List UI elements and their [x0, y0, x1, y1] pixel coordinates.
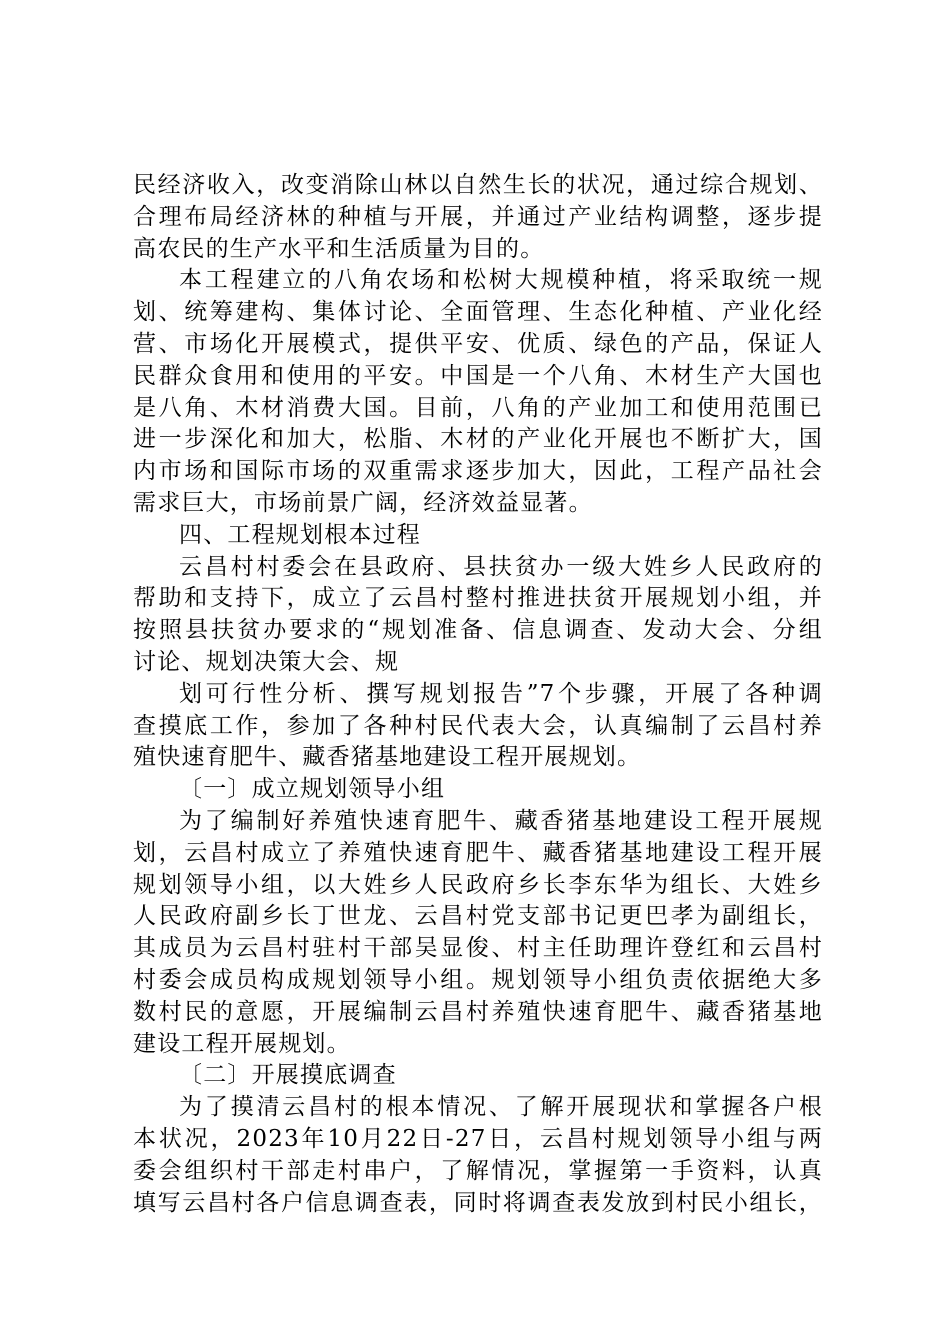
text-line: 帮助和支持下，成立了云昌村整村推进扶贫开展规划小组，并 [133, 585, 823, 612]
text-line: 数村民的意愿，开展编制云昌村养殖快速育肥牛、藏香猪基地 [133, 998, 823, 1025]
text-line: 四、工程规划根本过程 [179, 521, 421, 548]
text-line: 委会组织村干部走村串户，了解情况，掌握第一手资料，认真 [133, 1157, 823, 1184]
text-line: 营、市场化开展模式，提供平安、优质、绿色的产品，保证人 [133, 330, 823, 357]
text-line: 〔二〕开展摸底调查 [179, 1062, 397, 1089]
text-line: 本工程建立的八角农场和松树大规模种植，将采取统一规 [179, 267, 823, 294]
text-line: 讨论、规划决策大会、规 [133, 648, 400, 675]
text-line: 云昌村村委会在县政府、县扶贫办一级大姓乡人民政府的 [179, 553, 823, 580]
text-line: 需求巨大，市场前景广阔，经济效益显著。 [133, 489, 593, 516]
text-line: 殖快速育肥牛、藏香猪基地建设工程开展规划。 [133, 744, 642, 771]
text-line: 为了摸清云昌村的根本情况、了解开展现状和掌握各户根 [179, 1094, 823, 1121]
text-line: 是八角、木材消费大国。目前，八角的产业加工和使用范围已 [133, 394, 823, 421]
text-line: 建设工程开展规划。 [133, 1030, 351, 1057]
text-line: 为了编制好养殖快速育肥牛、藏香猪基地建设工程开展规 [179, 807, 823, 834]
text-line: 划，云昌村成立了养殖快速育肥牛、藏香猪基地建设工程开展 [133, 839, 823, 866]
text-line: 其成员为云昌村驻村干部吴显俊、村主任助理许登红和云昌村 [133, 935, 823, 962]
text-line: 查摸底工作，参加了各种村民代表大会，认真编制了云昌村养 [133, 712, 823, 739]
text-line: 村委会成员构成规划领导小组。规划领导小组负责依据绝大多 [133, 966, 823, 993]
text-line: 按照县扶贫办要求的“规划准备、信息调查、发动大会、分组 [133, 617, 823, 644]
text-line: 合理布局经济林的种植与开展，并通过产业结构调整，逐步提 [133, 203, 823, 230]
text-line: 〔一〕成立规划领导小组 [179, 776, 446, 803]
text-line: 本状况，2023年10月22日-27日，云昌村规划领导小组与两 [133, 1125, 823, 1152]
text-line: 人民政府副乡长丁世龙、云昌村党支部书记更巴孝为副组长， [133, 903, 823, 930]
document-body [133, 170, 823, 1219]
text-line: 填写云昌村各户信息调查表，同时将调查表发放到村民小组长， [133, 1189, 823, 1216]
text-line: 内市场和国际市场的双重需求逐步加大，因此，工程产品社会 [133, 458, 823, 485]
text-line: 规划领导小组，以大姓乡人民政府乡长李东华为组长、大姓乡 [133, 871, 823, 898]
text-line: 高农民的生产水平和生活质量为目的。 [133, 235, 545, 262]
text-line: 民经济收入，改变消除山林以自然生长的状况，通过综合规划、 [133, 172, 823, 198]
text-line: 划可行性分析、撰写规划报告”7个步骤，开展了各种调 [179, 680, 823, 707]
text-line: 民群众食用和使用的平安。中国是一个八角、木材生产大国也 [133, 362, 823, 389]
text-line: 进一步深化和加大，松脂、木材的产业化开展也不断扩大，国 [133, 426, 823, 453]
text-line: 划、统筹建构、集体讨论、全面管理、生态化种植、产业化经 [133, 299, 823, 326]
